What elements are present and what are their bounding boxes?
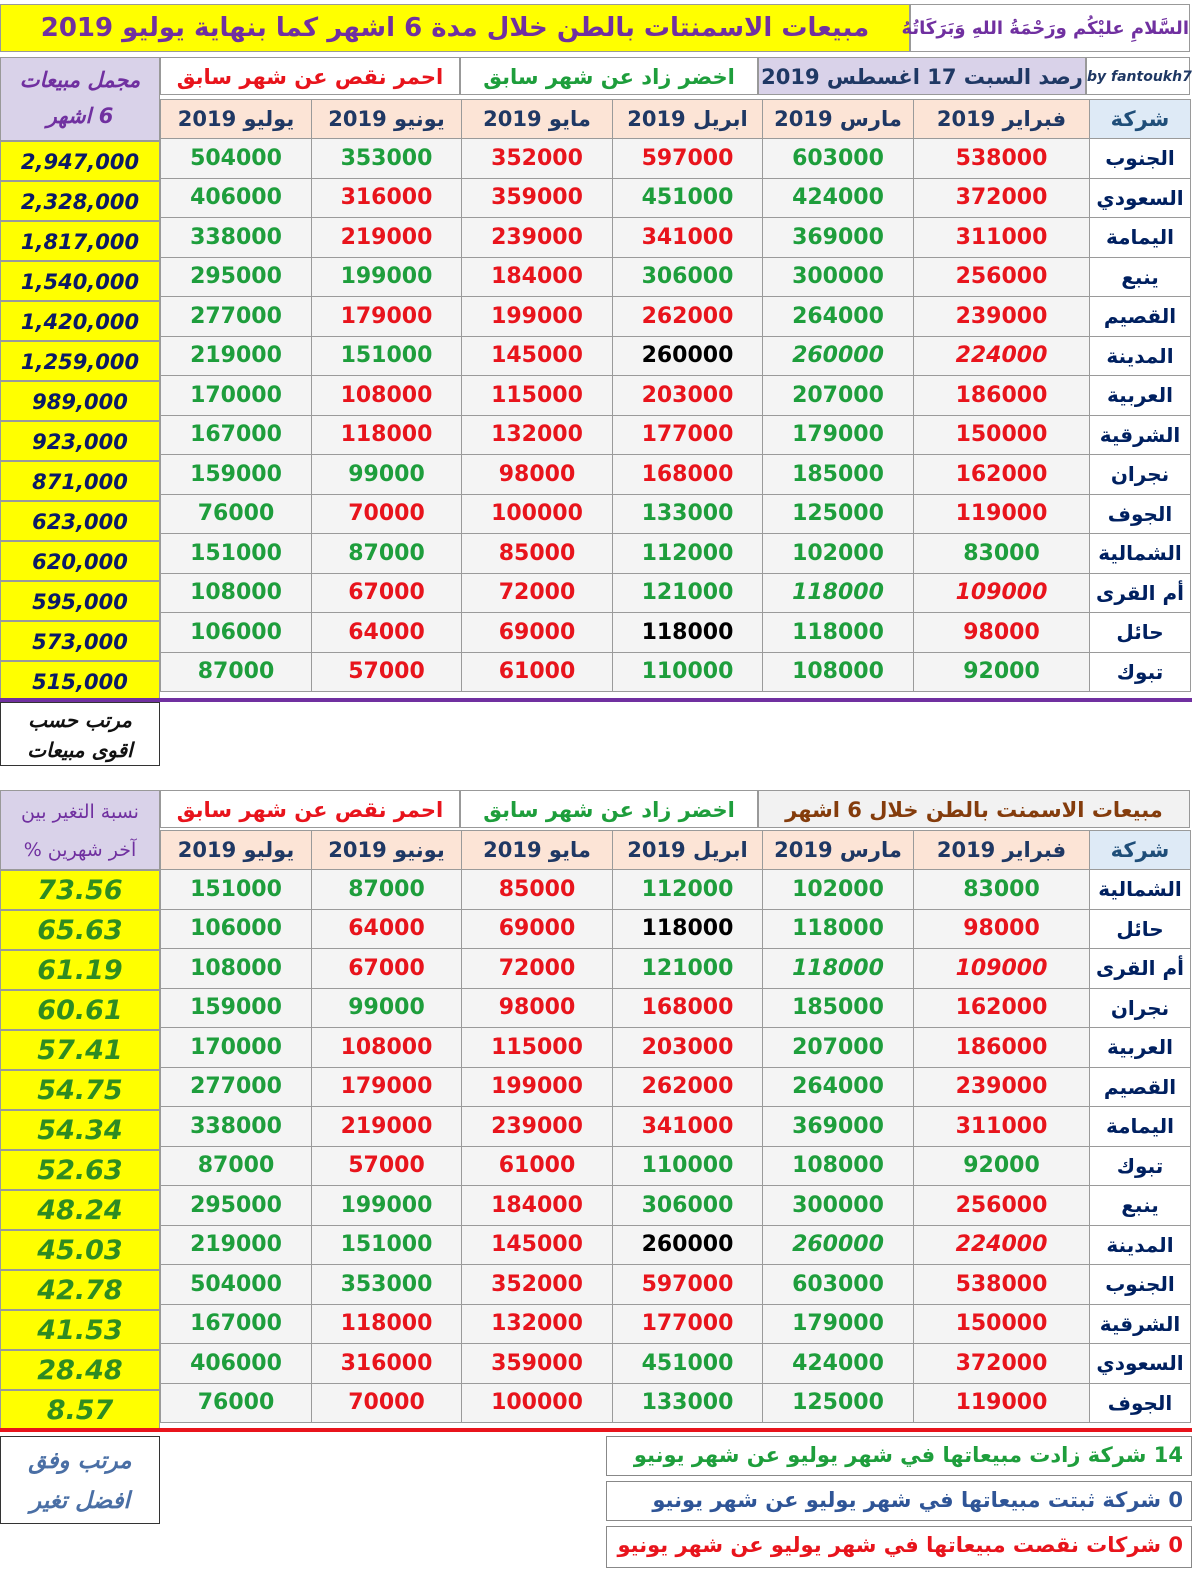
pct-cell: 60.61	[0, 990, 160, 1030]
company-name: ينبع	[1090, 257, 1191, 297]
legend-red: احمر نقص عن شهر سابق	[160, 57, 460, 95]
sales-cell: 170000	[161, 376, 312, 416]
total-cell: 989,000	[0, 381, 160, 421]
legend-green: اخضر زاد عن شهر سابق	[460, 57, 758, 95]
company-name: الشمالية	[1090, 534, 1191, 574]
sales-cell: 100000	[462, 494, 613, 534]
company-name: العربية	[1090, 1028, 1191, 1068]
company-header: شركة	[1090, 831, 1191, 870]
sales-cell: 184000	[462, 257, 613, 297]
sales-cell: 118000	[312, 1304, 462, 1344]
sales-cell: 406000	[161, 1344, 312, 1384]
company-name: أم القرى	[1090, 573, 1191, 613]
sales-cell: 118000	[763, 909, 914, 949]
sales-cell: 316000	[312, 178, 462, 218]
sales-cell: 145000	[462, 336, 613, 376]
sales-cell: 100000	[462, 1383, 613, 1423]
sales-cell: 76000	[161, 494, 312, 534]
sales-cell: 338000	[161, 218, 312, 258]
table-row	[161, 297, 1191, 337]
sales-cell: 424000	[763, 1344, 914, 1384]
pct-cell: 61.19	[0, 950, 160, 990]
sales-cell: 69000	[462, 613, 613, 653]
sales-cell: 121000	[613, 573, 763, 613]
sales-cell: 83000	[914, 534, 1090, 574]
table-row	[161, 988, 1191, 1028]
sales-cell: 306000	[613, 1186, 763, 1226]
sales-cell: 119000	[914, 1383, 1090, 1423]
company-name: الجنوب	[1090, 139, 1191, 179]
month-header: فبراير 2019	[914, 831, 1090, 870]
sales-cell: 179000	[312, 297, 462, 337]
company-name: نجران	[1090, 455, 1191, 495]
company-name: الجنوب	[1090, 1265, 1191, 1305]
sales-cell: 359000	[462, 178, 613, 218]
sales-cell: 170000	[161, 1028, 312, 1068]
sales-cell: 109000	[914, 573, 1090, 613]
company-name: أم القرى	[1090, 949, 1191, 989]
sales-cell: 359000	[462, 1344, 613, 1384]
company-name: اليمامة	[1090, 1107, 1191, 1147]
sales-cell: 159000	[161, 988, 312, 1028]
pct-cell: 52.63	[0, 1150, 160, 1190]
sales-cell: 108000	[763, 652, 914, 692]
pct-cell: 54.34	[0, 1110, 160, 1150]
sales-cell: 168000	[613, 455, 763, 495]
credit: by fantoukh7	[1086, 57, 1190, 95]
month-header: يوليو 2019	[161, 100, 312, 139]
sales-cell: 87000	[312, 534, 462, 574]
pct-cell: 57.41	[0, 1030, 160, 1070]
total-cell: 573,000	[0, 621, 160, 661]
sales-cell: 219000	[161, 1225, 312, 1265]
month-header: مايو 2019	[462, 831, 613, 870]
company-name: القصيم	[1090, 1067, 1191, 1107]
sales-cell: 99000	[312, 988, 462, 1028]
sales-cell: 538000	[914, 1265, 1090, 1305]
month-header: ابريل 2019	[613, 100, 763, 139]
sales-cell: 185000	[763, 455, 914, 495]
sales-cell: 102000	[763, 534, 914, 574]
sales-cell: 132000	[462, 1304, 613, 1344]
total-cell: 620,000	[0, 541, 160, 581]
total-cell: 595,000	[0, 581, 160, 621]
bottom-sort-note: مرتب وفق افضل تغير	[0, 1436, 160, 1524]
sales-cell: 92000	[914, 652, 1090, 692]
sales-cell: 70000	[312, 494, 462, 534]
sales-cell: 72000	[462, 573, 613, 613]
sales-cell: 87000	[161, 1146, 312, 1186]
bottom-sales-table	[160, 830, 1191, 1423]
sales-cell: 179000	[763, 1304, 914, 1344]
sales-cell: 260000	[763, 1225, 914, 1265]
company-name: تبوك	[1090, 652, 1191, 692]
table-row	[161, 455, 1191, 495]
sales-cell: 504000	[161, 1265, 312, 1305]
sales-cell: 341000	[613, 218, 763, 258]
table-row	[161, 573, 1191, 613]
sales-cell: 118000	[763, 949, 914, 989]
sales-cell: 277000	[161, 1067, 312, 1107]
sales-cell: 306000	[613, 257, 763, 297]
sales-cell: 118000	[312, 415, 462, 455]
sales-cell: 316000	[312, 1344, 462, 1384]
sales-cell: 61000	[462, 652, 613, 692]
top-title: مبيعات الاسمنتات بالطن خلال مدة 6 اشهر كما بنهاية يوليو 2019	[40, 13, 870, 43]
sales-cell: 185000	[763, 988, 914, 1028]
summary-decreased: 0 شركات نقصت مبيعاتها في شهر يوليو عن شهر يونيو	[606, 1526, 1192, 1568]
sales-cell: 118000	[613, 909, 763, 949]
company-name: السعودي	[1090, 178, 1191, 218]
sales-cell: 168000	[613, 988, 763, 1028]
sales-cell: 106000	[161, 613, 312, 653]
sales-cell: 125000	[763, 1383, 914, 1423]
sales-cell: 353000	[312, 1265, 462, 1305]
company-name: الشمالية	[1090, 870, 1191, 910]
sales-cell: 219000	[161, 336, 312, 376]
pct-cell: 42.78	[0, 1270, 160, 1310]
table-row	[161, 949, 1191, 989]
sales-cell: 118000	[763, 613, 914, 653]
company-name: المدينة	[1090, 1225, 1191, 1265]
company-name: السعودي	[1090, 1344, 1191, 1384]
greeting: السَّلامِ عليْكُم ورَحْمَةُ اللهِ وَبَرَكَاتُهُ	[910, 4, 1190, 52]
company-name: العربية	[1090, 376, 1191, 416]
sales-cell: 199000	[462, 1067, 613, 1107]
company-name: الجوف	[1090, 494, 1191, 534]
table-row	[161, 1146, 1191, 1186]
sales-cell: 295000	[161, 257, 312, 297]
pct-cell: 45.03	[0, 1230, 160, 1270]
total-cell: 1,540,000	[0, 261, 160, 301]
sales-cell: 256000	[914, 257, 1090, 297]
sales-cell: 199000	[462, 297, 613, 337]
sales-cell: 72000	[462, 949, 613, 989]
sales-cell: 264000	[763, 297, 914, 337]
company-name: القصيم	[1090, 297, 1191, 337]
pct-cell: 28.48	[0, 1350, 160, 1390]
company-name: حائل	[1090, 909, 1191, 949]
top-sort-note: مرتب حسب اقوى مبيعات	[0, 702, 160, 766]
sales-cell: 159000	[161, 455, 312, 495]
summary-steady: 0 شركة ثبتت مبيعاتها في شهر يوليو عن شهر يونيو	[606, 1481, 1192, 1521]
company-name: الشرقية	[1090, 415, 1191, 455]
table-row	[161, 1107, 1191, 1147]
sales-cell: 177000	[613, 1304, 763, 1344]
sales-cell: 260000	[613, 1225, 763, 1265]
sales-cell: 102000	[763, 870, 914, 910]
table-row	[161, 613, 1191, 653]
sales-cell: 70000	[312, 1383, 462, 1423]
sales-cell: 69000	[462, 909, 613, 949]
sales-cell: 112000	[613, 534, 763, 574]
sales-cell: 109000	[914, 949, 1090, 989]
total-cell: 1,420,000	[0, 301, 160, 341]
sales-cell: 64000	[312, 909, 462, 949]
sales-cell: 186000	[914, 1028, 1090, 1068]
top-totals-column	[0, 141, 160, 701]
sales-cell: 369000	[763, 1107, 914, 1147]
table-row	[161, 139, 1191, 179]
table-row	[161, 494, 1191, 534]
table-row	[161, 1344, 1191, 1384]
sales-cell: 311000	[914, 1107, 1090, 1147]
total-cell: 871,000	[0, 461, 160, 501]
total-cell: 515,000	[0, 661, 160, 701]
summary-increased: 14 شركة زادت مبيعاتها في شهر يوليو عن شهر يونيو	[606, 1436, 1192, 1476]
sales-cell: 167000	[161, 1304, 312, 1344]
sales-cell: 353000	[312, 139, 462, 179]
company-name: المدينة	[1090, 336, 1191, 376]
table-row	[161, 1225, 1191, 1265]
sales-cell: 133000	[613, 494, 763, 534]
sales-cell: 597000	[613, 1265, 763, 1305]
sales-cell: 108000	[161, 573, 312, 613]
sales-cell: 118000	[763, 573, 914, 613]
sales-cell: 57000	[312, 1146, 462, 1186]
month-header: يونيو 2019	[312, 831, 462, 870]
total-cell: 1,817,000	[0, 221, 160, 261]
total-cell: 623,000	[0, 501, 160, 541]
sales-cell: 372000	[914, 178, 1090, 218]
sales-cell: 277000	[161, 297, 312, 337]
sales-cell: 76000	[161, 1383, 312, 1423]
sales-cell: 167000	[161, 415, 312, 455]
total-header: مجمل مبيعات 6 اشهر	[0, 57, 160, 141]
bottom-legend-red: احمر نقص عن شهر سابق	[160, 790, 460, 828]
month-header: يوليو 2019	[161, 831, 312, 870]
sales-cell: 106000	[161, 909, 312, 949]
sales-cell: 300000	[763, 1186, 914, 1226]
sales-cell: 451000	[613, 178, 763, 218]
sales-cell: 451000	[613, 1344, 763, 1384]
sales-cell: 239000	[462, 218, 613, 258]
sales-cell: 119000	[914, 494, 1090, 534]
sales-cell: 98000	[462, 988, 613, 1028]
sales-cell: 224000	[914, 336, 1090, 376]
sales-cell: 207000	[763, 376, 914, 416]
sales-cell: 98000	[914, 613, 1090, 653]
sales-cell: 597000	[613, 139, 763, 179]
sales-cell: 83000	[914, 870, 1090, 910]
sales-cell: 199000	[312, 1186, 462, 1226]
bottom-title: مبيعات الاسمنت بالطن خلال 6 اشهر	[758, 790, 1190, 828]
total-cell: 923,000	[0, 421, 160, 461]
pct-header: نسبة التغير بين آخر شهرين %	[0, 790, 160, 870]
table-row	[161, 376, 1191, 416]
sales-cell: 203000	[613, 1028, 763, 1068]
pct-cell: 8.57	[0, 1390, 160, 1430]
date-note: رصد السبت 17 اغسطس 2019	[758, 57, 1086, 95]
sales-cell: 177000	[613, 415, 763, 455]
table-row	[161, 1067, 1191, 1107]
sales-cell: 199000	[312, 257, 462, 297]
sales-cell: 98000	[914, 909, 1090, 949]
month-header: فبراير 2019	[914, 100, 1090, 139]
table-row	[161, 1028, 1191, 1068]
company-name: اليمامة	[1090, 218, 1191, 258]
sales-cell: 338000	[161, 1107, 312, 1147]
sales-cell: 311000	[914, 218, 1090, 258]
sales-cell: 110000	[613, 1146, 763, 1186]
sales-cell: 219000	[312, 218, 462, 258]
sales-cell: 179000	[312, 1067, 462, 1107]
sales-cell: 369000	[763, 218, 914, 258]
sales-cell: 67000	[312, 573, 462, 613]
sales-cell: 151000	[161, 870, 312, 910]
pct-cell: 54.75	[0, 1070, 160, 1110]
sales-cell: 372000	[914, 1344, 1090, 1384]
sales-cell: 239000	[914, 297, 1090, 337]
sales-cell: 162000	[914, 988, 1090, 1028]
sales-cell: 108000	[312, 1028, 462, 1068]
sales-cell: 262000	[613, 297, 763, 337]
sales-cell: 186000	[914, 376, 1090, 416]
sales-cell: 125000	[763, 494, 914, 534]
sales-cell: 352000	[462, 139, 613, 179]
table-row	[161, 415, 1191, 455]
sales-cell: 341000	[613, 1107, 763, 1147]
total-cell: 2,328,000	[0, 181, 160, 221]
sales-cell: 150000	[914, 1304, 1090, 1344]
sales-cell: 132000	[462, 415, 613, 455]
month-header: مارس 2019	[763, 100, 914, 139]
sales-cell: 239000	[914, 1067, 1090, 1107]
company-name: تبوك	[1090, 1146, 1191, 1186]
sales-cell: 264000	[763, 1067, 914, 1107]
table-row	[161, 870, 1191, 910]
table-row	[161, 1186, 1191, 1226]
table-row	[161, 336, 1191, 376]
company-name: نجران	[1090, 988, 1191, 1028]
sales-cell: 224000	[914, 1225, 1090, 1265]
sales-cell: 151000	[312, 336, 462, 376]
month-header: ابريل 2019	[613, 831, 763, 870]
sales-cell: 406000	[161, 178, 312, 218]
table-row	[161, 652, 1191, 692]
sales-cell: 121000	[613, 949, 763, 989]
sales-cell: 85000	[462, 534, 613, 574]
sales-cell: 108000	[161, 949, 312, 989]
company-name: الجوف	[1090, 1383, 1191, 1423]
table-row	[161, 534, 1191, 574]
pct-cell: 73.56	[0, 870, 160, 910]
month-header: مايو 2019	[462, 100, 613, 139]
bottom-legend-green: اخضر زاد عن شهر سابق	[460, 790, 758, 828]
sales-cell: 162000	[914, 455, 1090, 495]
table-row	[161, 218, 1191, 258]
sales-cell: 87000	[312, 870, 462, 910]
sales-cell: 179000	[763, 415, 914, 455]
total-cell: 2,947,000	[0, 141, 160, 181]
sales-cell: 118000	[613, 613, 763, 653]
sales-cell: 57000	[312, 652, 462, 692]
bottom-divider	[0, 1428, 1192, 1432]
sales-cell: 110000	[613, 652, 763, 692]
total-cell: 1,259,000	[0, 341, 160, 381]
sales-cell: 61000	[462, 1146, 613, 1186]
table-row	[161, 178, 1191, 218]
sales-cell: 150000	[914, 415, 1090, 455]
sales-cell: 98000	[462, 455, 613, 495]
company-name: ينبع	[1090, 1186, 1191, 1226]
sales-cell: 108000	[763, 1146, 914, 1186]
sales-cell: 67000	[312, 949, 462, 989]
sales-cell: 85000	[462, 870, 613, 910]
company-name: الشرقية	[1090, 1304, 1191, 1344]
table-row	[161, 909, 1191, 949]
sales-cell: 424000	[763, 178, 914, 218]
table-row	[161, 257, 1191, 297]
sales-cell: 207000	[763, 1028, 914, 1068]
sales-cell: 603000	[763, 139, 914, 179]
table-row	[161, 1383, 1191, 1423]
top-divider	[0, 698, 1192, 702]
pct-cell: 48.24	[0, 1190, 160, 1230]
month-header: يونيو 2019	[312, 100, 462, 139]
sales-cell: 108000	[312, 376, 462, 416]
sales-cell: 538000	[914, 139, 1090, 179]
sales-cell: 260000	[763, 336, 914, 376]
pct-cell: 65.63	[0, 910, 160, 950]
sales-cell: 151000	[312, 1225, 462, 1265]
sales-cell: 504000	[161, 139, 312, 179]
sales-cell: 262000	[613, 1067, 763, 1107]
sales-cell: 115000	[462, 376, 613, 416]
sales-cell: 295000	[161, 1186, 312, 1226]
company-header: شركة	[1090, 100, 1191, 139]
bottom-pct-column	[0, 870, 160, 1430]
sales-cell: 99000	[312, 455, 462, 495]
sales-cell: 219000	[312, 1107, 462, 1147]
sales-cell: 112000	[613, 870, 763, 910]
sales-cell: 87000	[161, 652, 312, 692]
sales-cell: 133000	[613, 1383, 763, 1423]
sales-cell: 184000	[462, 1186, 613, 1226]
sales-cell: 203000	[613, 376, 763, 416]
month-header: مارس 2019	[763, 831, 914, 870]
table-row	[161, 1265, 1191, 1305]
table-row	[161, 1304, 1191, 1344]
sales-cell: 239000	[462, 1107, 613, 1147]
sales-cell: 115000	[462, 1028, 613, 1068]
sales-cell: 92000	[914, 1146, 1090, 1186]
sales-cell: 256000	[914, 1186, 1090, 1226]
sales-cell: 145000	[462, 1225, 613, 1265]
sales-cell: 151000	[161, 534, 312, 574]
company-name: حائل	[1090, 613, 1191, 653]
sales-cell: 603000	[763, 1265, 914, 1305]
sales-cell: 352000	[462, 1265, 613, 1305]
pct-cell: 41.53	[0, 1310, 160, 1350]
top-sales-table	[160, 99, 1191, 692]
sales-cell: 64000	[312, 613, 462, 653]
sales-cell: 300000	[763, 257, 914, 297]
sales-cell: 260000	[613, 336, 763, 376]
